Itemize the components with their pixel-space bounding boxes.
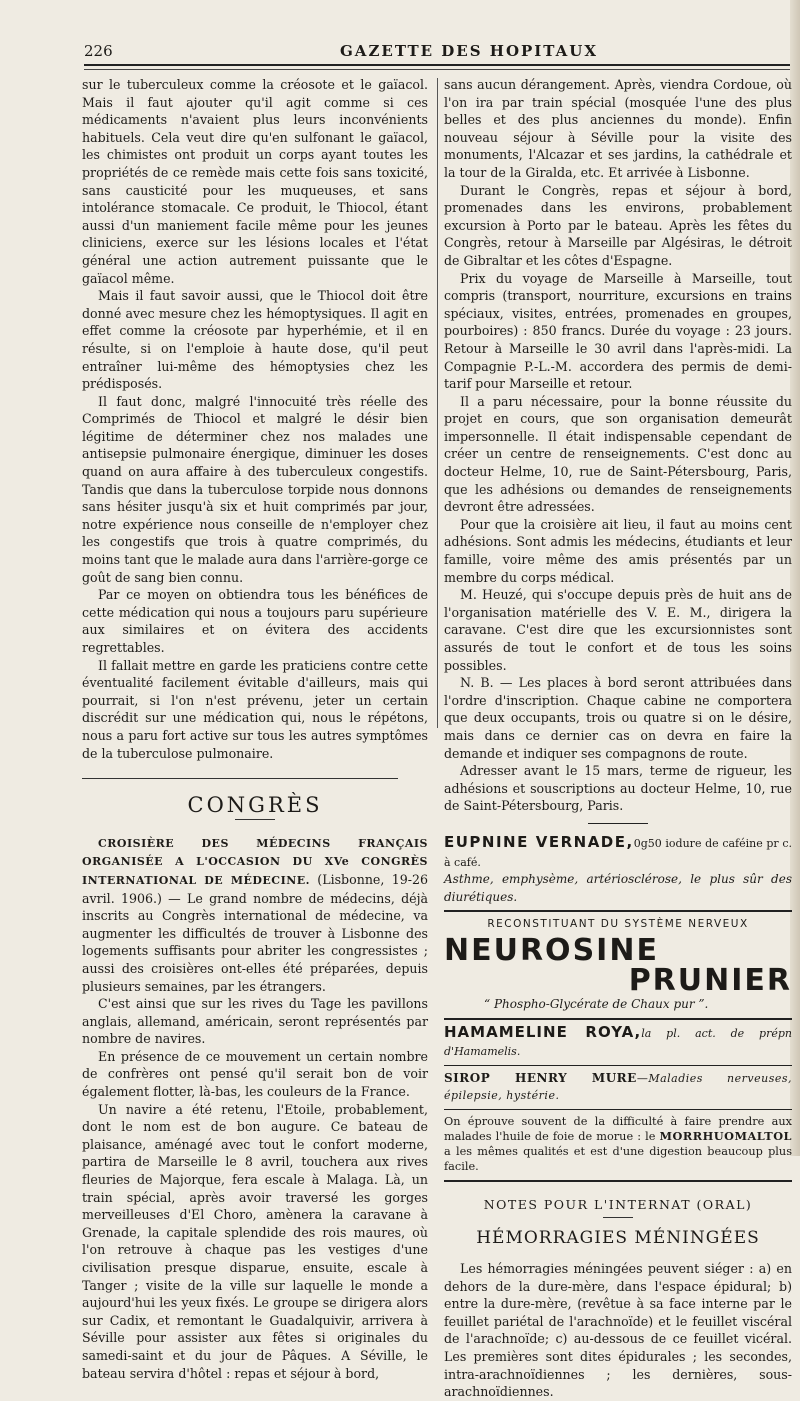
article-paragraph: C'est ainsi que sur les rives du Tage les pavillons anglais, allemand, américain, seront représentés par nombre de navires.	[82, 996, 428, 1047]
article-paragraph: Pour que la croisière ait lieu, il faut au moins cent adhésions. Sont admis les médecins, étudiants et leur famille, voire même des amis présentés par un membre du corps médical.	[444, 516, 792, 585]
ad-neurosine-top: RECONSTITUANT DU SYSTÈME NERVEUX	[487, 918, 749, 931]
article-paragraph: Prix du voyage de Marseille à Marseille, tout compris (transport, nourriture, excursions en trains spéciaux, visites, entrées, promenades en groupes, pourboires) : 850 francs. Durée du voyage : 23 jours. Retour à Marseille le 30 avril dans l'après-midi. La Compagnie P.-L.-M. accordera des permis de demi-tarif pour Marseille et retour.	[444, 270, 792, 392]
congres-lead-rest: (Lisbonne, 19-26 avril. 1906.) — Le grand nombre de médecins, déjà inscrits au Congrès international de médecine, va augmenter les difficultés de trouver à Lisbonne des logements suffisants pour abriter les congressistes ; aussi des croisières ont-elles été préparées, depuis plusieurs semaines, par les étrangers.	[82, 871, 428, 994]
ad-morrhuo-after: a les mêmes qualités et est d'une digestion beaucoup plus facile.	[444, 1144, 792, 1173]
section-title-notes: NOTES POUR L'INTERNAT (ORAL)	[483, 1196, 753, 1212]
ad-eupnine	[444, 834, 792, 871]
article-paragraph: En présence de ce mouvement un certain nombre de confrères ont pensé qu'il serait bon de voir également flotter, là-bas, les couleurs de la France.	[82, 1048, 428, 1100]
article-paragraph: M. Heuzé, qui s'occupe depuis près de huit ans de l'organisation matérielle des V. E. M., dirigera la caravane. C'est dire que les excursionnistes sont assurés de tout le confort et de tous les soins possibles.	[444, 587, 792, 673]
ad-sirop	[444, 1070, 792, 1105]
article-paragraph: Mais il faut savoir aussi, que le Thiocol doit être donné avec mesure chez les hémoptysiques. Il agit en effet comme la créosote par hyperhémie, et il en résulte, si on l'emploie à haute dose, qu'il peut entraîner lui-même des hémoptysies chez les prédisposés.	[82, 288, 428, 392]
title-underline	[603, 1217, 633, 1218]
ad-hamameline-detail: la pl. act. de prépn d'Hamamelis.	[444, 1026, 792, 1059]
article-paragraph: Il fallait mettre en garde les praticiens contre cette éventualité facilement évitable d'ailleurs, mais qui pourrait, si l'on n'est prévenu, jeter un certain discrédit sur une médication qui, nous le répétons, nous a paru fort active sur tous les autres symptômes de la tuberculose pulmonaire.	[82, 657, 428, 761]
left-column	[82, 76, 428, 1382]
ad-morrhuo-brand: MORRHUOMALTOL	[659, 1128, 792, 1143]
ad-morrhuomaltol	[444, 1114, 792, 1174]
ad-separator	[444, 1065, 792, 1066]
congres-lead-paragraph	[82, 834, 428, 995]
page-header	[84, 42, 792, 62]
article-paragraph: sur le tuberculeux comme la créosote et le gaïacol. Mais il faut ajouter qu'il agit comme si ces médicaments n'avaient plus leurs inconvénients habituels. Cela veut dire qu'en sulfonant le gaïacol, les chimistes ont produit un corps ayant toutes les propriétés de ce remède mais cette fois sans toxicité, sans causticité pour les muqueuses, et sans intolérance stomacale. Ce produit, le Thiocol, étant aussi d'un maniement facile même pour les jeunes cliniciens, exerce sur les lésions locales et l'état général une action autrement puissante que le gaïacol même.	[82, 77, 428, 286]
article-paragraph: Il a paru nécessaire, pour la bonne réussite du projet en cours, que son organisation demeurât impersonnelle. Il était indispensable cependant de créer un centre de renseignements. C'est donc au docteur Helme, 10, rue de Saint-Pétersbourg, Paris, que les adhésions ou demandes de renseignements devront être adressées.	[444, 393, 792, 515]
ad-sirop-name: SIROP HENRY MURE	[444, 1070, 637, 1085]
ad-separator	[588, 823, 648, 824]
section-title-congres: CONGRÈS	[187, 793, 323, 818]
congres-lead-caps: CROISIÈRE DES MÉDECINS FRANÇAIS ORGANISÉE A L'OCCASION DU XVe CONGRÈS INTERNATIONAL DE MÉDECINE.	[82, 836, 428, 887]
header-rule	[84, 64, 790, 66]
article-paragraph: Un navire a été retenu, l'Etoile, probablement, dont le nom est de bon augure. Ce bateau de plaisance, aménagé avec tout le confort moderne, partira de Marseille le 8 avril, touchera aux rives fleuries de Majorque, fera escale à Malaga. Là, un train spécial, après avoir traversé les gorges merveilleuses d'El Choro, amènera la caravane à Grenade, la capitale splendide des rois maures, où l'on retrouve à chaque pas les vestiges d'une civilisation presque disparue, ensuite, escale à Tanger ; visite de la ville sur laquelle le monde a aujourd'hui les yeux fixés. Le groupe se dirigera alors sur Cadix, et remontant le Guadalquivir, arrivera à Séville pour assister aux fêtes si originales du samedi-saint et du jour de Pâques. A Séville, le bateau servira d'hôtel : repas et séjour à bord,	[82, 1101, 428, 1381]
article-title-hemorragies: HÉMORRAGIES MÉNINGÉES	[476, 1228, 760, 1249]
ad-eupnine-name: EUPNINE VERNADE,	[444, 832, 634, 851]
ad-hamameline	[444, 1024, 792, 1061]
title-underline	[235, 819, 275, 820]
journal-title: GAZETTE DES HOPITAUX	[340, 42, 599, 60]
article-paragraph: Par ce moyen on obtiendra tous les bénéfices de cette médication qui nous a toujours paru supérieure aux similaires et on évitera des accidents regrettables.	[82, 587, 428, 655]
section-separator	[82, 778, 398, 779]
article-paragraph: Les hémorragies méningées peuvent siéger : a) en dehors de la dure-mère, dans l'espace épidural; b) entre la dure-mère, (revêtue à sa face interne par le feuillet pariétal de l'arachnoïde) et le feuillet viscéral de l'arachnoïde; c) au-dessous de ce feuillet vicéral. Les premières sont dites épidurales ; les secondes, intra-arachnoïdiennes ; les dernières, sous-arachnoïdiennes.	[444, 1261, 792, 1400]
ad-neurosine-sub: “ Phospho-Glycérate de Chaux pur ”.	[484, 996, 709, 1011]
ad-separator	[444, 910, 792, 912]
article-paragraph: Adresser avant le 15 mars, terme de rigueur, les adhésions et souscriptions au docteur Helme, 10, rue de Saint-Pétersbourg, Paris.	[444, 763, 792, 814]
advertisement-block	[444, 823, 792, 1182]
article-paragraph: sans aucun dérangement. Après, viendra Cordoue, où l'on ira par train spécial (mosquée l'une des plus belles et des plus anciennes du monde). Enfin nouveau séjour à Séville pour la visite des monuments, l'Alcazar et ses jardins, la cathédrale et la tour de la Giralda, etc. Et arrivée à Lisbonne.	[444, 77, 792, 180]
column-divider	[437, 78, 438, 728]
ad-neurosine-name: NEUROSINE	[444, 932, 659, 968]
article-paragraph: N. B. — Les places à bord seront attribuées dans l'ordre d'inscription. Chaque cabine ne comportera que deux occupants, trois ou quatre si on le désire, mais dans ce dernier cas on devra en faire la demande et indiquer ses compagnons de route.	[444, 675, 792, 761]
page-number: 226	[84, 42, 113, 60]
right-column	[444, 76, 792, 1401]
ad-separator	[444, 1109, 792, 1110]
ad-sirop-detail: —Maladies nerveuses, épilepsie, hystérie.	[444, 1071, 792, 1103]
ad-hamameline-name: HAMAMELINE ROYA,	[444, 1022, 642, 1041]
ad-eupnine-detail: 0g50 iodure de caféine pr c. à café.	[444, 836, 793, 869]
article-paragraph: Il faut donc, malgré l'innocuité très réelle des Comprimés de Thiocol et malgré le désir bien légitime de déterminer chez nos malades une antisepsie pulmonaire énergique, diminuer les doses quand on aura affaire à des tuberculeux congestifs. Tandis que dans la tuberculose torpide nous donnons sans hésiter jusqu'à six et huit comprimés par jour, notre expérience nous conseille de n'employer chez les congestifs que trois à quatre comprimés, du moins tant que le malade aura dans l'arrière-gorge ce goût de sang bien connu.	[82, 393, 428, 585]
ad-eupnine-sub: Asthme, emphysème, artériosclérose, le plus sûr des diurétiques.	[444, 872, 792, 904]
ad-morrhuo-before: On éprouve souvent de la difficulté à faire prendre aux malades l'huile de foie de morue : le	[444, 1114, 792, 1143]
header-rule-thin	[84, 69, 790, 70]
ad-separator	[444, 1018, 792, 1020]
ad-neurosine-brand: PRUNIER	[628, 962, 792, 998]
article-paragraph: Durant le Congrès, repas et séjour à bord, promenades dans les environs, probablement excursion à Porto par le bateau. Après les fêtes du Congrès, retour à Marseille par Algésiras, le détroit de Gibraltar et les côtes d'Espagne.	[444, 182, 792, 268]
ad-separator	[444, 1180, 792, 1182]
